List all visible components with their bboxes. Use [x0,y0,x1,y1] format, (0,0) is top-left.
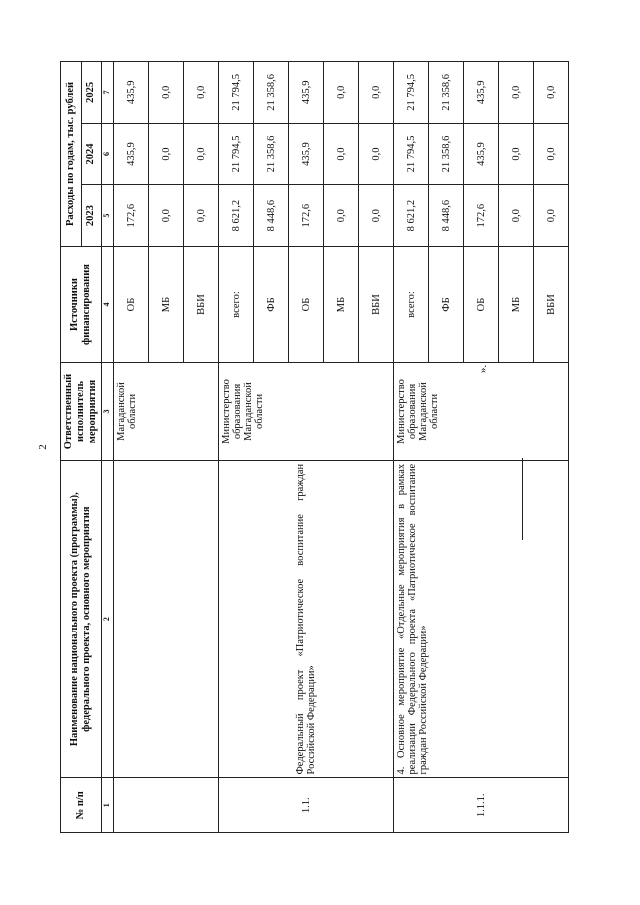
value-2023: 172,6 [464,185,499,247]
value-2023: 0,0 [359,185,394,247]
header-year-2025: 2025 [81,62,102,124]
row-source: МБ [324,246,359,362]
column-number: 5 [102,185,114,247]
rotated-table-container [60,61,587,833]
page-number: 2 [36,444,49,450]
value-2025: 0,0 [499,62,534,124]
column-number: 3 [102,363,114,461]
table-row [219,62,254,833]
column-number: 4 [102,246,114,362]
value-2024: 0,0 [149,123,184,185]
row-source: ВБИ [184,246,219,362]
header-source: Источники финансирования [61,246,102,362]
value-2025: 0,0 [149,62,184,124]
value-2025: 0,0 [359,62,394,124]
row-name: 4. Основное мероприятие «Отдельные мероприятия в рамках реализации Федерального проекта «Патриотическое воспитание граждан Российской Федерации» [394,460,569,778]
row-source: ОБ [114,246,149,362]
value-2024: 21 794,5 [219,123,254,185]
expenses-table [60,61,569,833]
value-2023: 8 621,2 [219,185,254,247]
value-2025: 0,0 [324,62,359,124]
column-number-row [102,62,114,833]
row-responsible: Магаданской области [114,363,219,461]
value-2023: 172,6 [114,185,149,247]
value-2023: 0,0 [499,185,534,247]
value-2024: 435,9 [464,123,499,185]
header-expenses: Расходы по годам, тыс. рублей [61,62,82,247]
row-name: Федеральный проект «Патриотическое воспитание граждан Российской Федерации» [219,460,394,778]
column-number: 2 [102,460,114,778]
row-source: ОБ [289,246,324,362]
value-2025: 435,9 [114,62,149,124]
row-num [114,778,219,833]
closing-quote: ». [477,364,490,374]
value-2025: 21 358,6 [429,62,464,124]
row-name [114,460,219,778]
header-responsible: Ответственный исполнитель мероприятия [61,363,102,461]
value-2023: 8 448,6 [254,185,289,247]
row-source: МБ [499,246,534,362]
value-2025: 21 794,5 [219,62,254,124]
table-row [114,62,149,833]
value-2024: 0,0 [359,123,394,185]
row-source: всего: [219,246,254,362]
value-2024: 435,9 [114,123,149,185]
row-source: ВБИ [359,246,394,362]
row-num: 1.1. [219,778,394,833]
row-source: ФБ [429,246,464,362]
row-source: ФБ [254,246,289,362]
value-2025: 435,9 [289,62,324,124]
column-number: 6 [102,123,114,185]
value-2024: 435,9 [289,123,324,185]
column-number: 7 [102,62,114,124]
value-2025: 21 794,5 [394,62,429,124]
value-2023: 0,0 [149,185,184,247]
value-2024: 0,0 [184,123,219,185]
row-source: МБ [149,246,184,362]
value-2024: 0,0 [499,123,534,185]
value-2025: 0,0 [534,62,569,124]
value-2024: 0,0 [324,123,359,185]
value-2025: 21 358,6 [254,62,289,124]
table-row [394,62,429,833]
header-num: № п/п [61,778,102,833]
value-2025: 435,9 [464,62,499,124]
column-number: 1 [102,778,114,833]
header-year-2024: 2024 [81,123,102,185]
value-2024: 21 358,6 [254,123,289,185]
row-source: ВБИ [534,246,569,362]
value-2023: 0,0 [534,185,569,247]
row-responsible: Министерство образования Магаданской области [219,363,394,461]
row-responsible: Министерство образования Магаданской области [394,363,569,461]
value-2025: 0,0 [184,62,219,124]
value-2023: 172,6 [289,185,324,247]
value-2023: 8 621,2 [394,185,429,247]
row-num: 1.1.1. [394,778,569,833]
value-2024: 0,0 [534,123,569,185]
header-year-2023: 2023 [81,185,102,247]
value-2023: 0,0 [184,185,219,247]
value-2024: 21 358,6 [429,123,464,185]
value-2024: 21 794,5 [394,123,429,185]
value-2023: 0,0 [324,185,359,247]
row-source: ОБ [464,246,499,362]
header-name: Наименование национального проекта (программы), федерального проекта, основного мероприятия [61,460,102,778]
value-2023: 8 448,6 [429,185,464,247]
row-source: всего: [394,246,429,362]
